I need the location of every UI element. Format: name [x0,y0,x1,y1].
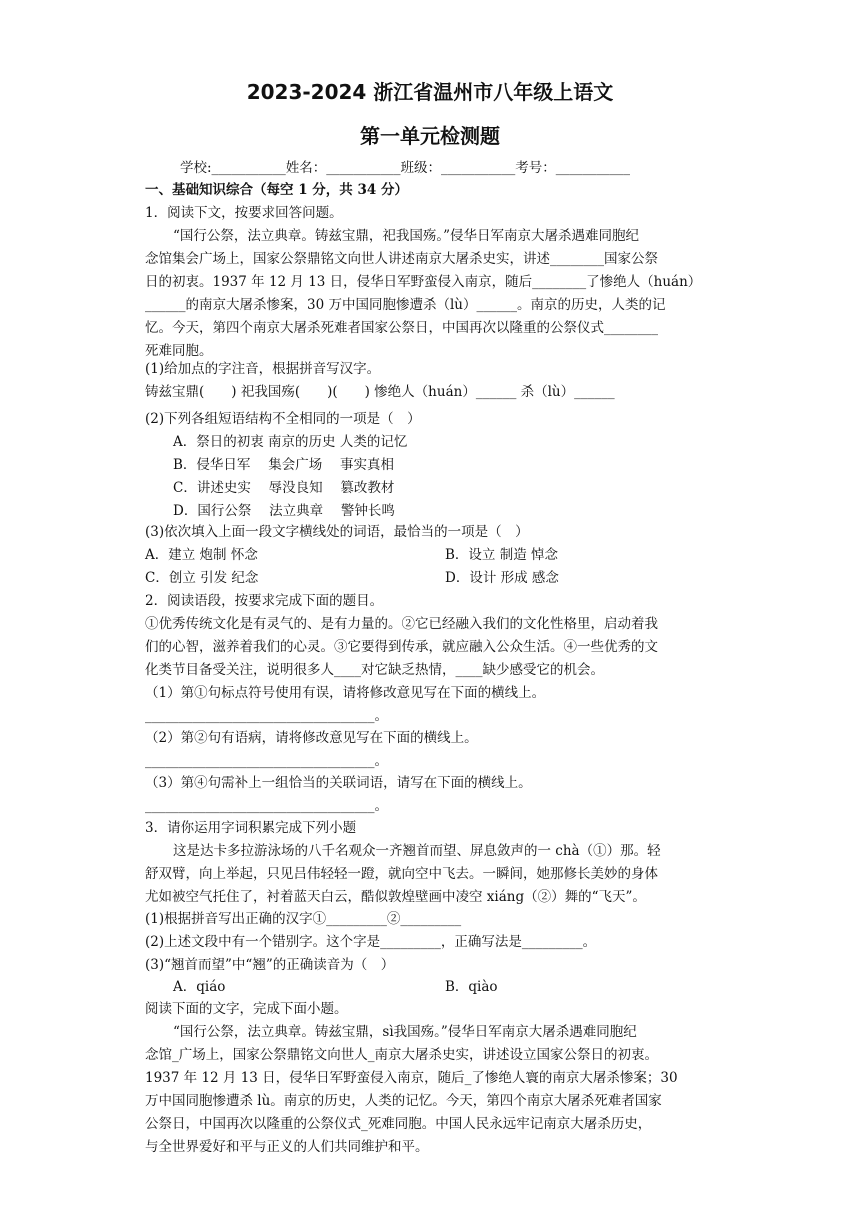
q1-passage-line: 忆。今天，第四个南京大屠杀死难者国家公祭日，中国再次以隆重的公祭仪式________ [145,320,658,336]
q3-passage-line: 尤如被空气托住了，衬着蓝天白云，酷似敦煌壁画中凌空 xiáng（②）舞的“飞天”。 [145,889,646,905]
document-title: 2023-2024 浙江省温州市八年级上语文 [246,80,614,104]
q1-passage-line: ______的南京大屠杀惨案，30 万中国同胞惨遭杀（lù）______。南京的历史，人类的记 [145,297,666,313]
q1-passage-line: 念馆集会广场上，国家公祭鼎铭文向世人讲述南京大屠杀史实，讲述________国家公祭 [145,251,658,267]
q1-sub3-option-b: B．设立 制造 悼念 [445,547,559,563]
q1-sub1: (1)给加点的字注音，根据拼音写汉字。 [145,361,381,377]
q3-sub3: (3)“翘首而望”中“翘”的正确读音为（ ） [145,957,395,973]
q1-sub2-option-c: C．讲述史实 辱没良知 篡改教材 [173,480,395,496]
q2-item-3: （3）第④句需补上一组恰当的关联词语，请写在下面的横线上。 [145,775,532,791]
document-subtitle: 第一单元检测题 [360,124,500,148]
q2-passage-line: 们的心智，滋养着我们的心灵。③它要得到传承，就应融入公众生活。④一些优秀的文 [145,639,658,655]
q3-sub3-option-a: A．qiáo [173,979,226,995]
q2-item-1: （1）第①句标点符号使用有误，请将修改意见写在下面的横线上。 [145,685,546,701]
q1-sub2-option-a: A．祭日的初衷 南京的历史 人类的记忆 [173,434,408,450]
q3-sub1: (1)根据拼音写出正确的汉字①_________②_________ [145,911,462,927]
q1-sub3-option-c: C．创立 引发 纪念 [145,570,259,586]
q1-sub1-blanks: 铸兹宝鼎( ) 祀我国殇( )( ) 惨绝人（huán）______ 杀（lù）______ [145,384,615,400]
q2-passage-line: 化类节目备受关注，说明很多人____对它缺乏热情，____缺少感受它的机会。 [145,662,604,678]
student-info-line: 学校:___________姓名：___________班级：___________考号：___________ [180,160,631,176]
section-heading: 一、基础知识综合（每空 1 分，共 34 分） [145,182,408,198]
q3-intro: 3．请你运用字词积累完成下列小题 [145,820,357,836]
q2-passage-line: ①优秀传统文化是有灵气的、是有力量的。②它已经融入我们的文化性格里，启动着我 [145,616,658,632]
q1-intro: 1．阅读下文，按要求回答问题。 [145,205,343,221]
q1-sub3-option-a: A．建立 炮制 怀念 [145,547,258,563]
q3-passage-line: 舒双臂，向上举起，只见吕伟轻轻一蹬，就向空中飞去。一瞬间，她那修长美妙的身体 [145,866,658,882]
q3-sub2: (2)上述文段中有一个错别字。这个字是_________，正确写法是_________。 [145,934,597,950]
reading-passage-line: 念馆_广场上，国家公祭鼎铭文向世人_南京大屠杀史实，讲述设立国家公祭日的初衷。 [145,1047,658,1063]
q1-passage-line: 日的初衷。1937 年 12 月 13 日，侵华日军野蛮侵入南京，随后________了惨绝人（huán） [145,274,702,290]
q3-sub3-option-b: B．qiào [445,979,498,995]
answer-line: __________________________________。 [145,798,388,814]
q1-sub2-option-b: B．侵华日军 集会广场 事实真相 [173,457,395,473]
q1-sub3: (3)依次填入上面一段文字横线处的词语，最恰当的一项是（ ） [145,524,529,540]
q1-sub2-option-d: D．国行公祭 法立典章 警钟长鸣 [173,503,395,519]
q2-intro: 2．阅读语段，按要求完成下面的题目。 [145,593,384,609]
reading-passage-line: 公祭日，中国再次以隆重的公祭仪式_死难同胞。中国人民永远牢记南京大屠杀历史， [145,1116,652,1132]
answer-line: __________________________________。 [145,708,388,724]
reading-passage-line: “国行公祭，法立典章。铸兹宝鼎，sì我国殇。”侵华日军南京大屠杀遇难同胞纪 [173,1024,637,1040]
reading-intro: 阅读下面的文字，完成下面小题。 [145,1001,348,1017]
reading-passage-line: 1937 年 12 月 13 日，侵华日军野蛮侵入南京，随后_了惨绝人寰的南京大屠杀惨案；30 [145,1070,678,1086]
q1-sub3-option-d: D．设计 形成 感念 [445,570,559,586]
q2-item-2: （2）第②句有语病，请将修改意见写在下面的横线上。 [145,730,478,746]
q3-passage-line: 这是达卡多拉游泳场的八千名观众一齐翘首而望、屏息敛声的一 chà（①）那。轻 [173,843,661,859]
q1-sub2: (2)下列各组短语结构不全相同的一项是（ ） [145,411,421,427]
reading-passage-line: 万中国同胞惨遭杀 lù。南京的历史，人类的记忆。今天，第四个南京大屠杀死难者国家 [145,1093,662,1109]
reading-passage-line: 与全世界爱好和平与正义的人们共同维护和平。 [145,1139,429,1155]
q1-passage-line: “国行公祭，法立典章。铸兹宝鼎，祀我国殇。”侵华日军南京大屠杀遇难同胞纪 [173,228,640,244]
q1-passage-line: 死难同胞。 [145,343,213,359]
answer-line: __________________________________。 [145,753,388,769]
